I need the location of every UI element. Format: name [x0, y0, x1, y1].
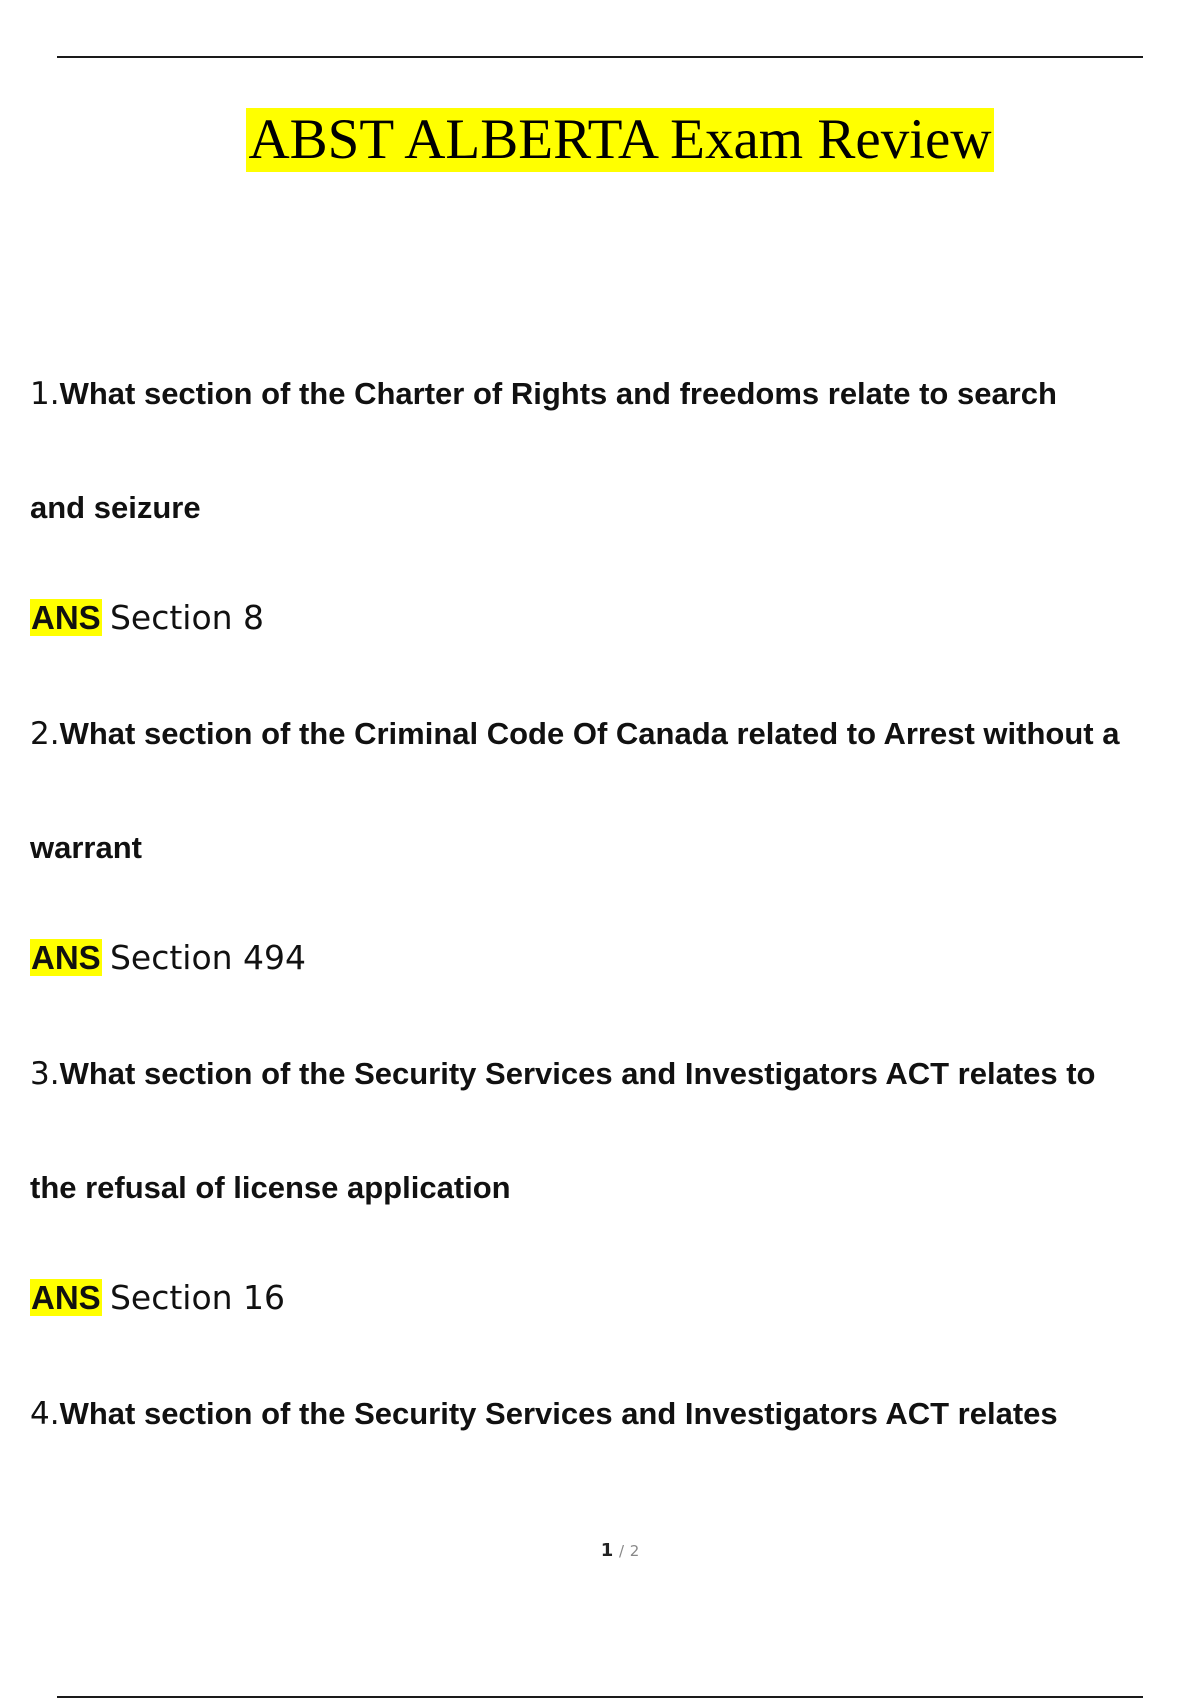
document-title: ABST ALBERTA Exam Review: [248, 108, 992, 171]
answer-value: Section 494: [109, 938, 307, 977]
question-1: [30, 376, 1180, 412]
question-text-continued: warrant: [30, 830, 142, 865]
answer-1: [30, 598, 264, 638]
question-number: 1.: [30, 376, 60, 412]
answer-tag: ANS: [31, 1279, 101, 1316]
answer-tag: ANS: [31, 599, 101, 636]
current-page: 1: [600, 1540, 614, 1561]
answer-2: [30, 938, 306, 978]
answer-3: [30, 1278, 285, 1318]
answer-value: Section 8: [109, 598, 265, 637]
question-text-continued: and seizure: [30, 490, 201, 525]
question-2: [30, 716, 1180, 752]
bottom-rule: [57, 1696, 1143, 1698]
question-3: [30, 1056, 1180, 1092]
question-text: What section of the Security Services and Investigators ACT relates to: [59, 1056, 1096, 1091]
question-4: [30, 1396, 1180, 1432]
title-container: [0, 108, 1200, 172]
answer-value: Section 16: [109, 1278, 286, 1317]
page-indicator: [0, 1540, 1200, 1561]
question-text: What section of the Criminal Code Of Canada related to Arrest without a: [59, 716, 1120, 751]
top-rule: [57, 56, 1143, 58]
page-separator: /: [618, 1542, 625, 1560]
answer-tag: ANS: [31, 939, 101, 976]
question-number: 2.: [30, 716, 60, 752]
question-number: 4.: [30, 1396, 60, 1432]
question-text: What section of the Charter of Rights and freedoms relate to search: [59, 376, 1057, 411]
question-number: 3.: [30, 1056, 60, 1092]
question-text: What section of the Security Services and Investigators ACT relates: [59, 1396, 1058, 1431]
total-pages: 2: [629, 1542, 640, 1560]
question-text-continued: the refusal of license application: [30, 1170, 511, 1205]
